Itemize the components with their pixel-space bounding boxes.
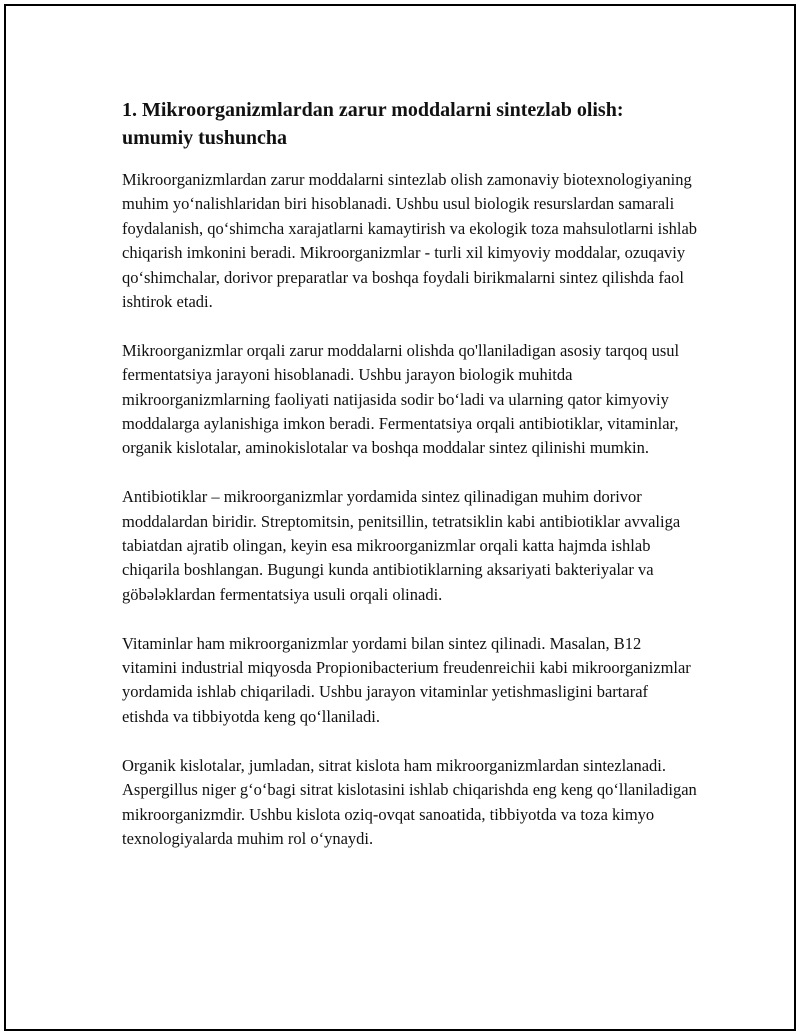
paragraph-antibiotics: Antibiotiklar – mikroorganizmlar yordamida sintez qilinadigan muhim dorivor moddalardan biridir. Streptomitsin, penitsillin, tetratsiklin kabi antibiotiklar avvaliga tabiatdan ajratib olingan, keyin esa mikroorganizmlar orqali katta hajmda ishlab chiqarila boshlangan. Bugungi kunda antibiotiklarning aksariyati bakteriyalar va göbələklardan fermentatsiya usuli orqali olinadi.: [122, 487, 681, 604]
paragraph-intro: Mikroorganizmlardan zarur moddalarni sintezlab olish zamonaviy biotexnologiyaning muhim yo‘nalishlaridan biri hisoblanadi. Ushbu usul biologik resurslardan samarali foydalanish, qo‘shimcha xarajatlarni kamaytirish va ekologik toza mahsulotlarni ishlab chiqarish imkonini beradi. Mikroorganizmlar - turli xil kimyoviy moddalar, ozuqaviy qo‘shimchalar, dorivor preparatlar va boshqa foydali birikmalarni sintez qilishda faol ishtirok etadi.: [122, 170, 698, 312]
paragraph-vitamins: Vitaminlar ham mikroorganizmlar yordami bilan sintez qilinadi. Masalan, B12 vitamini industrial miqyosda Propionibacterium freudenreichii kabi mikroorganizmlar yordamida ishlab chiqariladi. Ushbu jarayon vitaminlar yetishmasligini bartaraf etishda va tibbiyotda keng qo‘llaniladi.: [122, 633, 691, 726]
paragraph-organic-acids: Organik kislotalar, jumladan, sitrat kislota ham mikroorganizmlardan sintezlanadi. Aspergillus niger g‘o‘bagi sitrat kislotasini ishlab chiqarishda eng keng qo‘llaniladigan mikroorganizmdir. Ushbu kislota oziq-ovqat sanoatida, tibbiyotda va toza kimyo texnologiyalarda muhim rol o‘ynaydi.: [122, 755, 697, 848]
document-title: 1. Mikroorganizmlardan zarur moddalarni sintezlab olish: umumiy tushuncha: [122, 99, 624, 149]
paragraph-fermentation: Mikroorganizmlar orqali zarur moddalarni olishda qo'llaniladigan asosiy tarqoq usul fermentatsiya jarayoni hisoblanadi. Ushbu jarayon biologik muhitda mikroorganizmlarning faoliyati natijasida sodir bo‘ladi va ularning qator kimyoviy moddalarga aylanishiga imkon beradi. Fermentatsiya orqali antibiotiklar, vitaminlar, organik kislotalar, aminokislotalar va boshqa moddalar sintez qilinishi mumkin.: [122, 340, 680, 458]
document-body: [122, 96, 698, 851]
page-frame: [4, 4, 796, 1031]
